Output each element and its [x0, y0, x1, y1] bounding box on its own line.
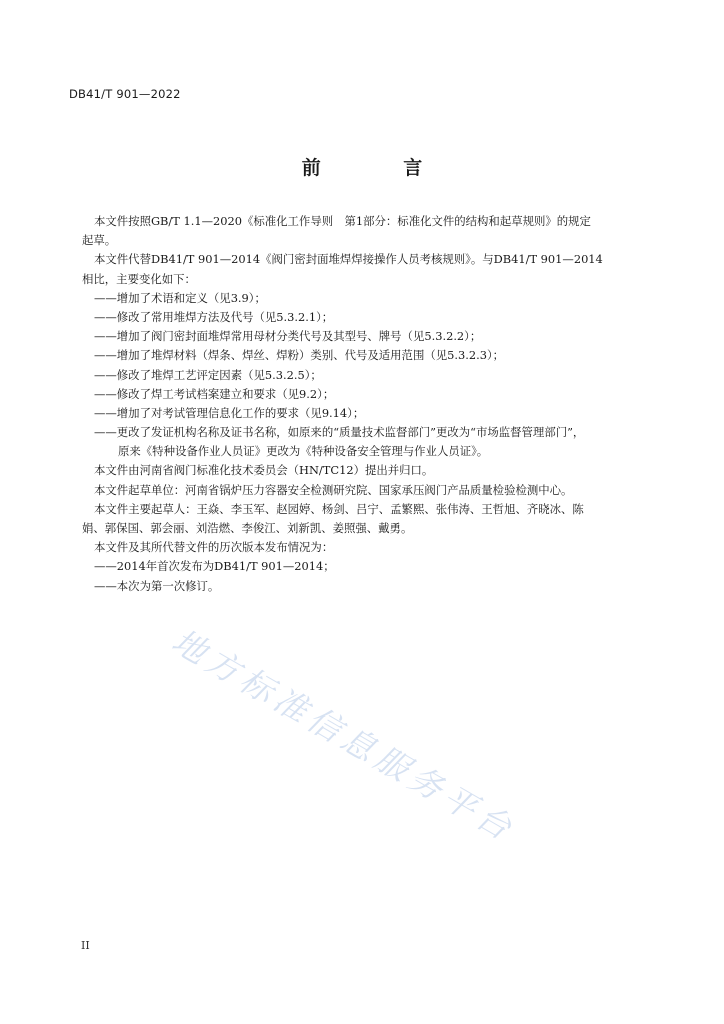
body-line: 娟、郭保国、郭会丽、刘浩燃、李俊江、刘新凯、姜照强、戴勇。 [82, 521, 413, 535]
body-line: 本文件按照GB/T 1.1—2020《标准化工作导则 第1部分：标准化文件的结构和起草规则》的规定 [94, 214, 591, 228]
foreword-body [82, 212, 644, 596]
body-line: ——增加了对考试管理信息化工作的要求（见9.14）； [94, 405, 365, 420]
body-line: ——本次为第一次修订。 [94, 578, 220, 593]
body-line: 本文件起草单位：河南省锅炉压力容器安全检测研究院、国家承压阀门产品质量检验检测中心。 [94, 482, 573, 497]
watermark-text: 地方标准信息服务平台 [165, 621, 523, 850]
page-number: II [81, 939, 90, 952]
body-line: 起草。 [82, 233, 117, 248]
document-code-header: DB41/T 901—2022 [69, 87, 181, 101]
body-line: ——2014年首次发布为DB41/T 901—2014； [94, 559, 335, 574]
body-line: ——增加了阀门密封面堆焊常用母材分类代号及其型号、牌号（见5.3.2.2）； [94, 329, 482, 344]
page-title: 前 言 [301, 157, 461, 179]
body-line: ——更改了发证机构名称及证书名称，如原来的“质量技术监督部门”更改为“市场监督管理部门”， [94, 425, 585, 440]
body-line: ——增加了术语和定义（见3.9）； [94, 290, 266, 305]
body-line: 本文件及其所代替文件的历次版本发布情况为： [94, 540, 334, 555]
body-line: ——修改了焊工考试档案建立和要求（见9.2）； [94, 386, 335, 401]
body-line: 本文件由河南省阀门标准化技术委员会（HN/TC12）提出并归口。 [94, 463, 434, 478]
body-line: 相比，主要变化如下： [82, 271, 196, 286]
body-line: ——增加了堆焊材料（焊条、焊丝、焊粉）类别、代号及适用范围（见5.3.2.3）； [94, 348, 505, 363]
body-line: 原来《特种设备作业人员证》更改为《特种设备安全管理与作业人员证》。 [118, 444, 489, 459]
body-line: ——修改了堆焊工艺评定因素（见5.3.2.5）； [94, 367, 322, 382]
body-line: ——修改了常用堆焊方法及代号（见5.3.2.1）； [94, 309, 334, 324]
body-line: 本文件代替DB41/T 901—2014《阀门密封面堆焊焊接操作人员考核规则》。与DB41/T 901—2014 [94, 252, 603, 267]
body-line: 本文件主要起草人：王焱、李玉军、赵园婷、杨剑、吕宁、孟繁熙、张伟涛、王哲旭、齐晓冰、陈 [94, 501, 584, 516]
